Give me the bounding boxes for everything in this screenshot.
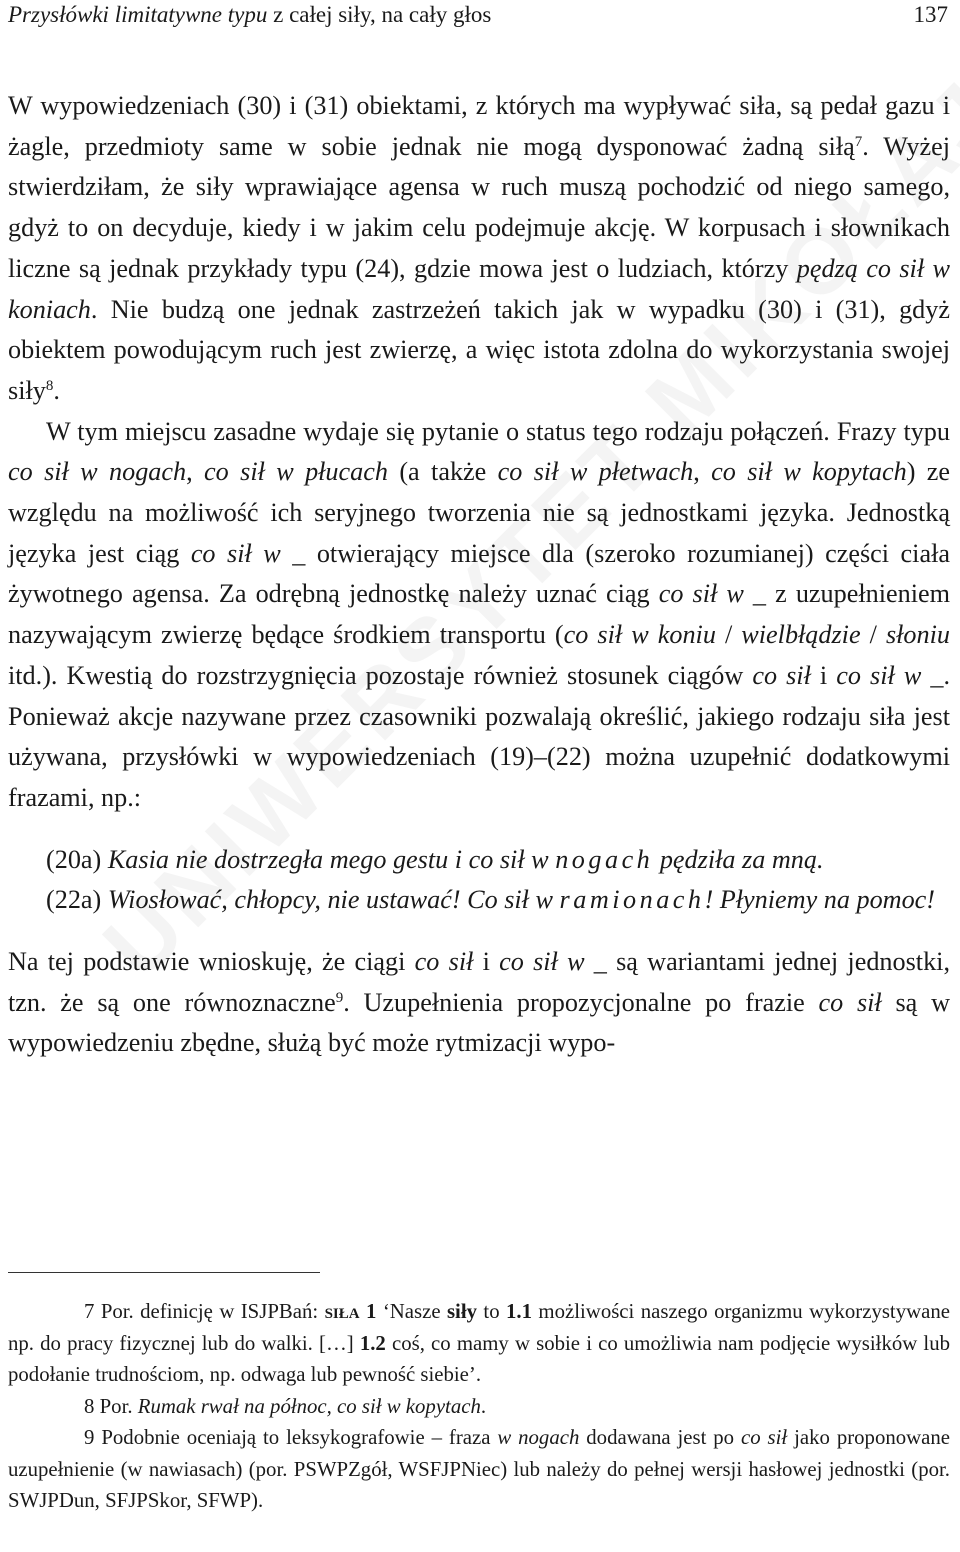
text-run: są w wypowiedzeniu zbędne, służą być może rytmizacji wypo- (8, 987, 950, 1058)
italic-phrase: wielbłądzie (741, 620, 861, 650)
footnote-7 (8, 1296, 950, 1391)
italic-phrase: co sił w (836, 660, 922, 690)
example-sentence (108, 845, 824, 874)
bold-run: 1 (359, 1300, 377, 1323)
text-run: dodawana jest po (579, 1426, 741, 1449)
spaced-emphasis: ramionach (559, 885, 705, 915)
text-run: Por. (99, 1394, 138, 1418)
italic-phrase: co sił (818, 987, 882, 1017)
text-run: W tym miejscu zasadne wydaje się pytanie o status tego rodzaju połączeń. Frazy typu (46, 416, 950, 446)
italic-phrase: co sił w koniu (563, 620, 716, 650)
bold-run: siły (446, 1300, 478, 1323)
italic-phrase: Rumak rwał na północ, co sił w kopytach (137, 1394, 481, 1418)
italic-phrase: co sił (752, 660, 811, 690)
text-run: W wypowiedzeniach (30) i (31) obiektami, z których ma wypływać siła, są pedał gazu i żagle, przedmioty same w sobie jednak nie mogą dysponować żadną siłą (8, 91, 950, 161)
text-run: / (715, 620, 742, 650)
running-title (8, 0, 491, 30)
footnote-number: 7 (84, 1300, 95, 1323)
footnote-ref-7[interactable]: 7 (854, 133, 863, 150)
bold-run: 1.2 (359, 1331, 386, 1355)
text-run: , (693, 457, 712, 487)
text-run: _. Ponieważ akcje nazywane przez czasowniki pozwalają określić, jakiego rodzaju siła jest używana, przysłówki w wypowiedzeniach (19)–(22) można uzupełnić dodatkowymi frazami, np.: (8, 660, 950, 812)
italic-phrase: co sił w nogach (8, 457, 187, 487)
example-number: (20a) (46, 844, 108, 874)
running-title-plain: z całej siły, na cały głos (267, 2, 492, 27)
italic-phrase: pędzą co sił w koniach (8, 253, 950, 324)
text-run: ! Płyniemy na pomoc! (704, 885, 936, 915)
text-run: jako proponowane uzupełnienie (w nawiasach) (por. PSWPZgół, WSFJPNiec) lub należy do pełnej wersji hasłowej jednostki (por. SWJPDun, SFJPSkor, SFWP). (8, 1426, 951, 1512)
text-run: Na tej podstawie wnioskuję, że ciągi (8, 947, 415, 977)
footnote-ref-8[interactable]: 8 (45, 377, 54, 394)
running-header (8, 0, 950, 32)
example-22a (8, 880, 950, 921)
text-run: i (473, 947, 500, 977)
paragraph-1 (8, 86, 950, 412)
text-run: ) ze względu na możliwość ich seryjnego tworzenia nie są jednostkami języka. Jednostką języka jest ciąg (8, 457, 951, 568)
text-run: Por. definicję w ISJPBań: (100, 1300, 325, 1323)
footnote-number: 8 (84, 1394, 95, 1418)
text-run: Kasia nie dostrzegła mego gestu i co sił w (107, 844, 556, 874)
footnote-separator (8, 1272, 320, 1273)
text-run: coś, co mamy w sobie i co umożliwia nam podjęcie wysiłków lub podołanie trudnościom, np. odwaga lub pewność siebie’. (8, 1331, 950, 1386)
text-run: . (53, 375, 60, 405)
spaced-emphasis: nogach (555, 844, 654, 874)
text-run: możliwości naszego organizmu wykorzystywane np. do pracy fizycznej lub do walki. […] (8, 1300, 950, 1355)
text-run: , (186, 457, 205, 487)
example-number: (22a) (46, 885, 108, 915)
text-run: . Nie budzą one jednak zastrzeżeń takich jak w wypadku (30) i (31), gdyż obiektem powodującym ruch jest zwierzę, a więc istota zdolna do wykorzystania swojej siły (8, 294, 950, 405)
italic-phrase: w nogach (497, 1426, 580, 1449)
example-20a (8, 840, 950, 881)
running-title-italic: Przysłówki limitatywne typu (8, 2, 268, 27)
footnote-9 (8, 1422, 950, 1517)
italic-phrase: co sił w (190, 538, 281, 568)
text-run: / (860, 620, 886, 650)
footnotes (8, 1296, 950, 1517)
italic-phrase: co sił w (658, 579, 744, 609)
paragraph-3 (8, 942, 950, 1064)
paragraph-2 (8, 412, 950, 819)
italic-phrase: co sił w płetwach (497, 457, 694, 487)
footnote-8 (8, 1391, 950, 1423)
text-run: i (810, 660, 837, 690)
text-run: . (480, 1394, 487, 1418)
italic-phrase: co sił (414, 947, 474, 977)
main-text (8, 86, 950, 1064)
text-run: . Wyżej stwierdziłam, że siły wprawiające agensa w ruch muszą pochodzić od niego samego, gdyż to on decyduje, kiedy i w jakim celu podejmuje akcję. W korpusach i słownikach liczne są jednak przykłady typu (24), gdzie mowa jest o ludziach, którzy (8, 131, 950, 283)
footnote-ref-9[interactable]: 9 (335, 989, 344, 1006)
text-run: . Uzupełnienia propozycjonalne po frazie (343, 987, 819, 1017)
bold-run: 1.1 (506, 1300, 533, 1323)
italic-phrase: co sił w kopytach (711, 457, 907, 487)
text-run: itd.). Kwestią do rozstrzygnięcia pozostaje również stosunek ciągów (8, 660, 753, 690)
text-run: ‘Nasze (376, 1300, 447, 1323)
italic-phrase: co sił w (499, 947, 585, 977)
example-sentence (108, 885, 935, 914)
italic-phrase: co sił w płucach (204, 457, 388, 487)
text-run: Podobnie oceniają to leksykografowie – fraza (101, 1426, 498, 1449)
page-number: 137 (913, 2, 948, 27)
text-run: (a także (387, 457, 498, 487)
examples-block (8, 840, 950, 921)
text-run: _ otwierający miejsce dla (szeroko rozumianej) części ciała żywotnego agensa. Za odrębną jednostkę należy uznać ciąg (8, 538, 950, 609)
text-run: _ są wariantami jednej jednostki, tzn. że są one równoznaczne (8, 947, 950, 1017)
text-run: Wiosłować, chłopcy, nie ustawać! Co sił w (107, 885, 560, 915)
footnote-number: 9 (84, 1426, 95, 1449)
small-caps-headword: siła (324, 1300, 360, 1323)
italic-phrase: słoniu (885, 620, 950, 650)
text-run: _ z uzupełnieniem nazywającym zwierzę będące środkiem transportu ( (8, 579, 950, 650)
text-run: pędziła za mną. (653, 844, 824, 874)
text-run: to (477, 1300, 507, 1323)
italic-phrase: co sił (741, 1426, 788, 1449)
